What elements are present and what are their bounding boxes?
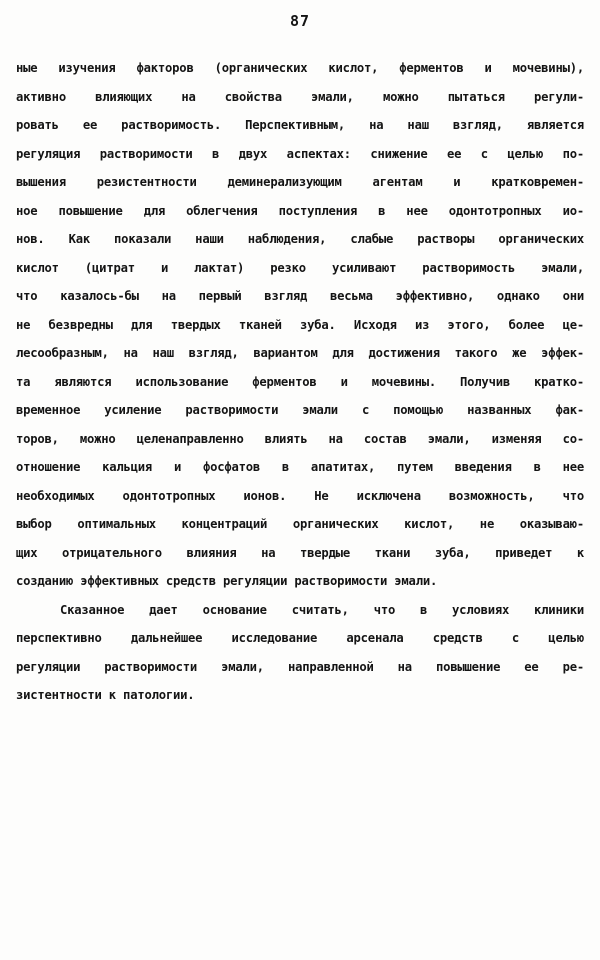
body-text	[16, 54, 584, 710]
text-line: активно влияющих на свойства эмали, можно пытаться регули-	[16, 89, 584, 104]
text-line: созданию эффективных средств регуляции растворимости эмали.	[16, 574, 438, 588]
page-number: 87	[289, 12, 311, 30]
text-line: что казалось-бы на первый взгляд весьма эффективно, однако они	[16, 289, 584, 303]
text-line: необходимых одонтотропных ионов. Не исключена возможность, что	[16, 488, 584, 503]
text-line: перспективно дальнейшее исследование арсенала средств с целью	[16, 631, 584, 645]
text-line: ное повышение для облегчения поступления в нее одонтотропных ио-	[16, 203, 584, 218]
text-line: временное усиление растворимости эмали с помощью названных фак-	[16, 403, 584, 417]
text-line: зистентности к патологии.	[16, 688, 195, 702]
text-line: ные изучения факторов (органических кислот, ферментов и мочевины),	[16, 61, 584, 75]
text-line: торов, можно целенаправленно влиять на состав эмали, изменяя со-	[16, 431, 584, 446]
text-line: регуляции растворимости эмали, направленной на повышение ее ре-	[16, 659, 584, 674]
text-line: Сказанное дает основание считать, что в условиях клиники	[60, 602, 584, 617]
text-line: лесообразным, на наш взгляд, вариантом для достижения такого же эффек-	[16, 346, 584, 360]
text-line: кислот (цитрат и лактат) резко усиливают растворимость эмали,	[16, 260, 584, 275]
paragraph-1	[16, 54, 584, 596]
paragraph-2	[16, 596, 584, 710]
text-line: та являются использование ферментов и мочевины. Получив кратко-	[16, 374, 584, 389]
text-line: не безвредны для твердых тканей зуба. Исходя из этого, более це-	[16, 317, 584, 332]
text-line: щих отрицательного влияния на твердые ткани зуба, приведет к	[16, 545, 584, 560]
text-line: выбор оптимальных концентраций органических кислот, не оказываю-	[16, 517, 584, 531]
text-line: нов. Как показали наши наблюдения, слабые растворы органических	[16, 232, 584, 246]
text-line: регуляция растворимости в двух аспектах: снижение ее с целью по-	[16, 146, 584, 161]
text-line: ровать ее растворимость. Перспективным, на наш взгляд, является	[16, 118, 584, 132]
text-line: вышения резистентности деминерализующим агентам и кратковремен-	[16, 175, 584, 189]
text-line: отношение кальция и фосфатов в апатитах, путем введения в нее	[16, 460, 584, 474]
